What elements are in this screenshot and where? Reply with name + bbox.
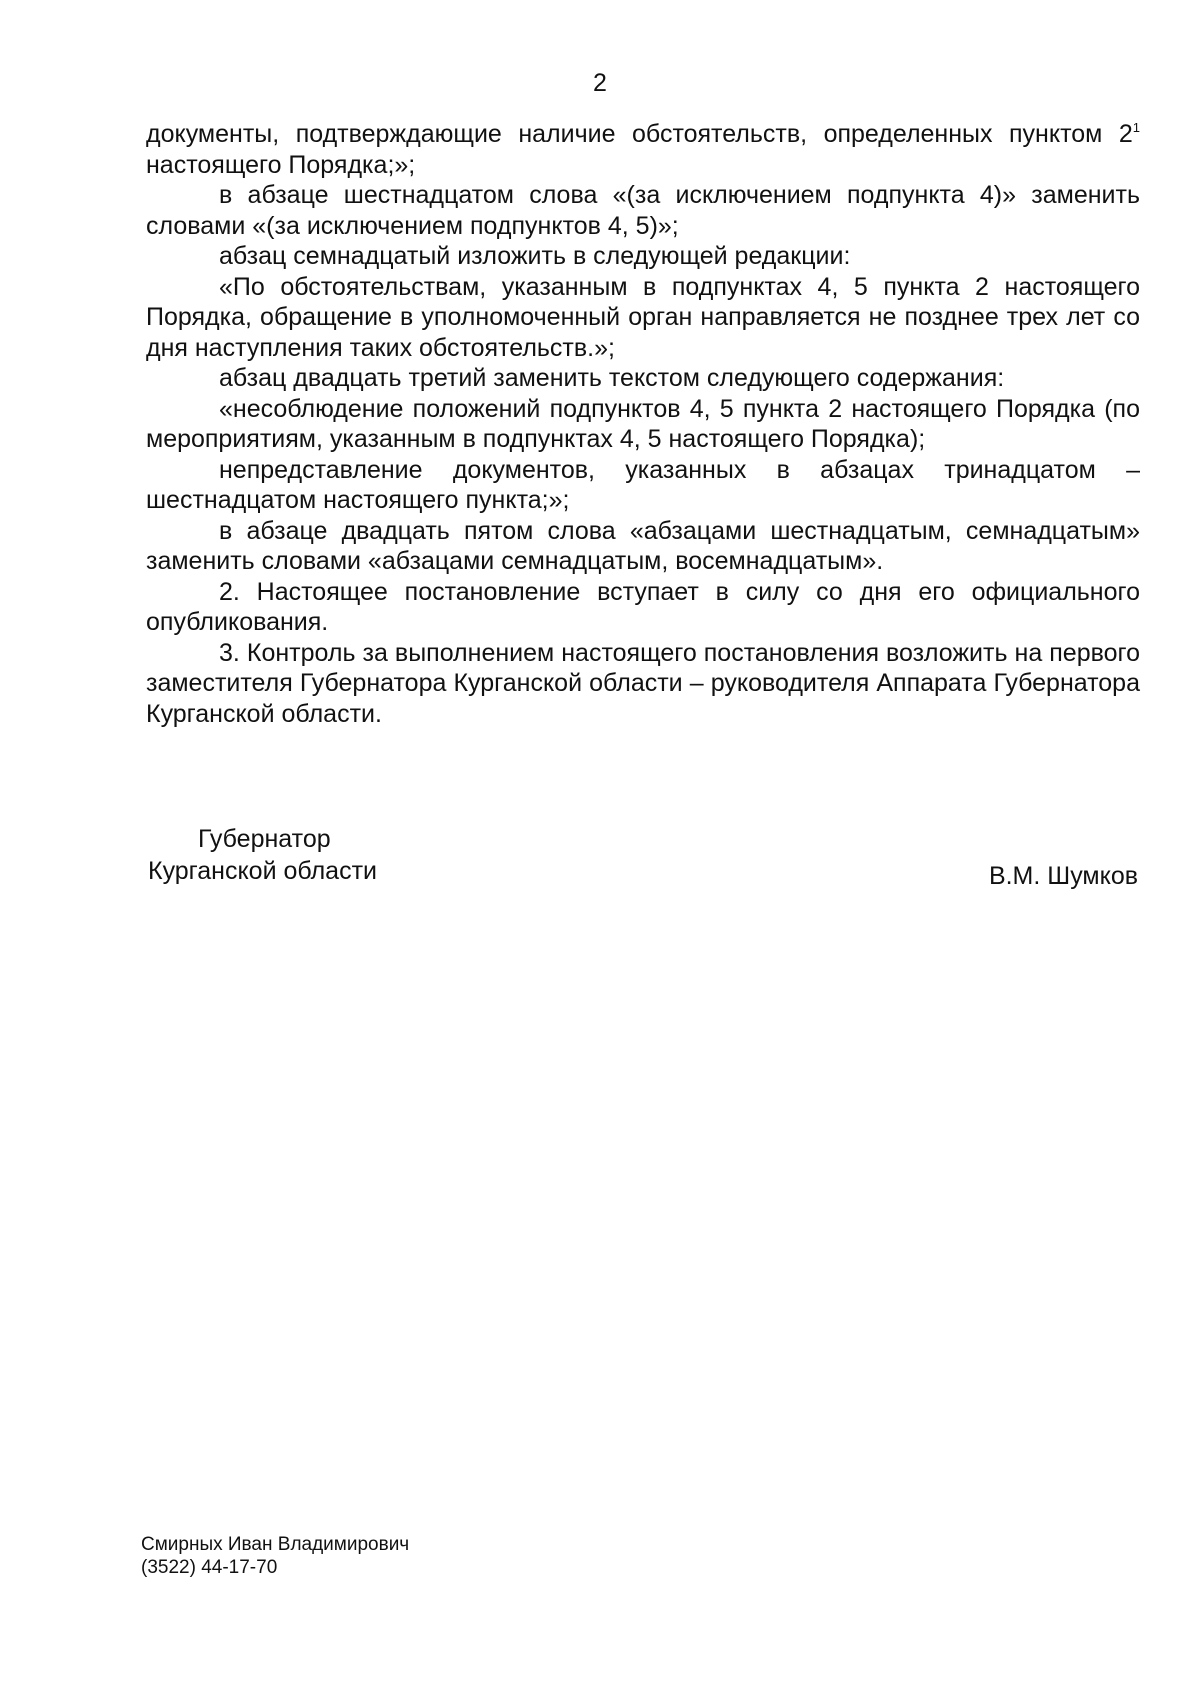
signatory-title [148, 823, 377, 887]
paragraph-9: 2. Настоящее постановление вступает в силу со дня его официального опубликования. [146, 577, 1140, 636]
paragraph-3: абзац семнадцатый изложить в следующей редакции: [219, 242, 851, 270]
paragraph-1-text: документы, подтверждающие наличие обстоятельств, определенных пунктом 2 [146, 120, 1133, 148]
signatory-title-line1: Губернатор [198, 825, 331, 853]
paragraph-4: «По обстоятельствам, указанным в подпунктах 4, 5 пункта 2 настоящего Порядка, обращение в уполномоченный орган направляется не позднее трех лет со дня наступления таких обстоятельств.»; [146, 272, 1140, 362]
paragraph-6: «несоблюдение положений подпунктов 4, 5 пункта 2 настоящего Порядка (по мероприятиям, указанным в подпунктах 4, 5 настоящего Порядка); [146, 394, 1140, 453]
executor-footer [141, 1533, 409, 1579]
page-number: 2 [593, 69, 607, 97]
executor-name: Смирных Иван Владимирович [141, 1534, 410, 1555]
paragraph-7: непредставление документов, указанных в абзацах тринадцатом – шестнадцатом настоящего пункта;»; [146, 455, 1140, 514]
paragraph-2: в абзаце шестнадцатом слова «(за исключением подпункта 4)» заменить словами «(за исключением подпунктов 4, 5)»; [146, 181, 1140, 240]
body-text [146, 119, 1140, 729]
executor-phone: (3522) 44-17-70 [141, 1557, 278, 1578]
paragraph-10: 3. Контроль за выполнением настоящего постановления возложить на первого заместителя Губернатора Курганской области – руководителя Аппарата Губернатора Курганской области. [146, 638, 1140, 728]
signatory-title-line2: Курганской области [148, 857, 378, 885]
paragraph-8: в абзаце двадцать пятом слова «абзацами шестнадцатым, семнадцатым» заменить словами «абзацами семнадцатым, восемнадцатым». [146, 516, 1140, 575]
paragraph-5: абзац двадцать третий заменить текстом следующего содержания: [219, 364, 1005, 392]
paragraph-1 [146, 119, 1140, 180]
paragraph-1-tail: настоящего Порядка;»; [146, 150, 416, 179]
superscript-1: 1 [1132, 120, 1140, 135]
signatory-name: В.М. Шумков [988, 862, 1138, 890]
